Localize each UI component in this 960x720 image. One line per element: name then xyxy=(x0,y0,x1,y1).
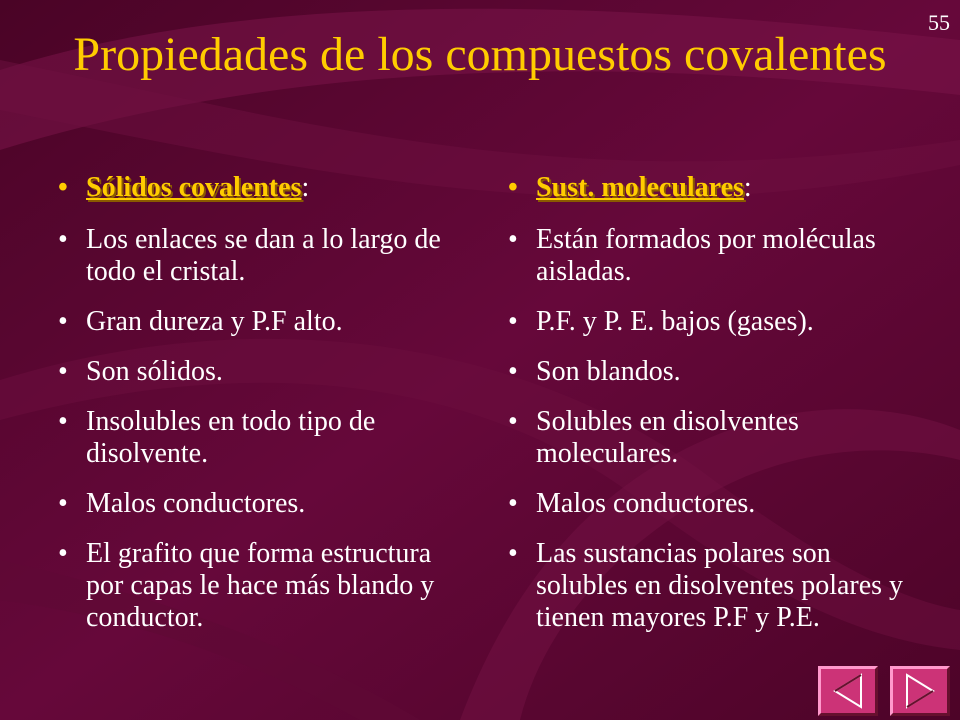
bullet-icon: • xyxy=(58,406,68,437)
triangle-right-icon xyxy=(893,669,947,713)
bullet-icon: • xyxy=(58,356,68,387)
bullet-icon: • xyxy=(508,488,518,519)
bullet-icon: • xyxy=(508,406,518,437)
left-heading-colon: : xyxy=(301,172,310,203)
right-heading-text: Sust. moleculares xyxy=(536,172,744,203)
list-item-text: P.F. y P. E. bajos (gases). xyxy=(536,306,814,337)
list-item xyxy=(500,356,910,388)
bullet-icon: • xyxy=(58,172,68,203)
list-item-text: Insolubles en todo tipo de disolvente. xyxy=(86,406,376,469)
bullet-icon: • xyxy=(508,538,518,569)
bullet-icon: • xyxy=(58,224,68,255)
list-item-text: Malos conductores. xyxy=(86,488,306,519)
list-item-text: Están formados por moléculas aisladas. xyxy=(536,224,876,287)
left-column-heading xyxy=(50,172,460,204)
list-item xyxy=(500,538,910,634)
bullet-icon: • xyxy=(508,306,518,337)
bullet-icon: • xyxy=(58,306,68,337)
bullet-icon: • xyxy=(58,488,68,519)
bullet-icon: • xyxy=(508,172,518,203)
right-heading-colon: : xyxy=(743,172,752,203)
list-item xyxy=(50,224,460,288)
page-number: 55 xyxy=(928,10,950,35)
list-item xyxy=(50,406,460,470)
list-item-text: Son sólidos. xyxy=(86,356,223,387)
bullet-icon: • xyxy=(58,538,68,569)
right-column xyxy=(500,172,910,652)
list-item xyxy=(50,356,460,388)
list-item-text: Malos conductores. xyxy=(536,488,756,519)
previous-slide-button[interactable] xyxy=(818,666,878,716)
list-item xyxy=(500,306,910,338)
list-item xyxy=(500,224,910,288)
list-item-text: Son blandos. xyxy=(536,356,681,387)
next-slide-button[interactable] xyxy=(890,666,950,716)
left-heading-text: Sólidos covalentes xyxy=(86,172,302,203)
list-item xyxy=(500,406,910,470)
list-item-text: Solubles en disolventes moleculares. xyxy=(536,406,799,469)
bullet-icon: • xyxy=(508,224,518,255)
list-item-text: El grafito que forma estructura por capas le hace más blando y conductor. xyxy=(86,538,435,633)
triangle-left-icon xyxy=(821,669,875,713)
right-column-heading xyxy=(500,172,910,204)
bullet-icon: • xyxy=(508,356,518,387)
list-item xyxy=(50,488,460,520)
list-item-text: Gran dureza y P.F alto. xyxy=(86,306,343,337)
left-column xyxy=(50,172,460,652)
slide-title: Propiedades de los compuestos covalentes xyxy=(73,28,887,81)
list-item xyxy=(500,488,910,520)
list-item xyxy=(50,306,460,338)
list-item-text: Las sustancias polares son solubles en disolventes polares y tienen mayores P.F y P.E. xyxy=(536,538,904,633)
list-item xyxy=(50,538,460,634)
list-item-text: Los enlaces se dan a lo largo de todo el cristal. xyxy=(86,224,441,287)
